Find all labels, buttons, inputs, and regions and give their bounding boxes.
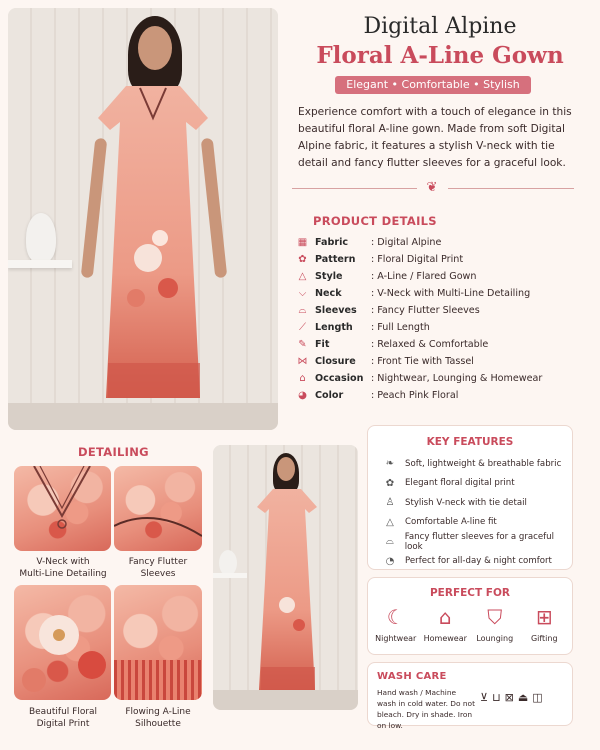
spec-row-fit: ✎ Fit : Relaxed & Comfortable xyxy=(296,336,586,353)
clock-icon: ◔ xyxy=(385,555,395,567)
spec-row-fabric: ▦ Fabric : Digital Alpine xyxy=(297,237,442,248)
feature-row: ⌓ Fancy flutter sleeves for a graceful look xyxy=(382,532,572,552)
home-icon: ⌂ xyxy=(299,373,306,384)
feather-icon: ❧ xyxy=(385,458,395,470)
key-features-card xyxy=(367,425,573,570)
no-bleach-icon: ⊠ xyxy=(504,691,514,704)
ruler-icon: ⟋ xyxy=(299,322,306,333)
perfect-for-item: ⊞ Gifting xyxy=(530,605,558,643)
feature-row: △ Comfortable A-line fit xyxy=(382,513,572,533)
perfect-for-item: ⌂ Homewear xyxy=(423,605,467,643)
gift-icon: ⊞ xyxy=(535,605,553,629)
key-features-heading: KEY FEATURES xyxy=(426,436,514,448)
fit-icon: ✎ xyxy=(298,339,307,350)
wash-care-card xyxy=(367,662,573,730)
sleeve-icon: ⌓ xyxy=(298,305,307,316)
flower-icon: ✿ xyxy=(385,477,395,489)
machine-wash-icon: ⊔ xyxy=(492,691,501,704)
dress-icon: ♙ xyxy=(385,497,395,509)
detail-photo-print xyxy=(14,585,111,700)
feature-row: ♙ Stylish V-neck with tie detail xyxy=(382,493,572,513)
perfect-for-heading: PERFECT FOR xyxy=(429,587,510,599)
hero-photo xyxy=(8,8,278,430)
fabric-icon: ▦ xyxy=(297,237,308,248)
detail-caption-silhouette: Flowing A-Line Silhouette xyxy=(125,707,191,729)
ornament-icon: ❦ xyxy=(426,180,438,195)
detail-caption-sleeve: Fancy Flutter Sleeves xyxy=(128,557,188,579)
detail-photo-neck xyxy=(14,466,111,551)
sleeve-icon: ⌓ xyxy=(385,536,394,548)
spec-row-pattern: ✿ Pattern : Floral Digital Print xyxy=(296,251,586,268)
perfect-for-card xyxy=(367,577,573,655)
detailing-heading: DETAILING xyxy=(78,445,149,459)
feature-row: ✿ Elegant floral digital print xyxy=(382,474,572,494)
perfect-for-item: ⛉ Lounging xyxy=(476,605,514,643)
moon-icon: ☾ xyxy=(386,605,405,629)
sofa-icon: ⛉ xyxy=(487,605,503,629)
perfect-for-item: ☾ Nightwear xyxy=(375,605,417,643)
model-photo-second xyxy=(213,445,358,710)
wash-care-heading: WASH CARE xyxy=(377,671,447,682)
feature-row: ❧ Soft, lightweight & breathable fabric xyxy=(382,454,572,474)
spec-row-neck: ⌵ Neck : V-Neck with Multi-Line Detailing xyxy=(296,285,586,302)
brand-name: Digital Alpine xyxy=(363,14,517,39)
tagline-badge: Elegant • Comfortable • Stylish xyxy=(335,76,531,94)
detail-photo-sleeve xyxy=(114,466,202,551)
hand-wash-icon: ⊻ xyxy=(480,691,489,704)
product-title: Floral A-Line Gown xyxy=(316,42,564,69)
spec-row-style: △ Style : A-Line / Flared Gown xyxy=(296,268,586,285)
spec-row-occasion: ⌂ Occasion : Nightwear, Lounging & Homewear xyxy=(296,370,586,387)
gown-illustration-second xyxy=(243,485,331,695)
vase-icon xyxy=(26,213,56,263)
detail-caption-print: Beautiful Floral Digital Print xyxy=(28,707,98,729)
shelf xyxy=(8,260,72,268)
ornament-divider-right xyxy=(448,188,574,189)
ornament-divider-left xyxy=(292,188,417,189)
detail-caption-neck: V-Neck with Multi-Line Detailing xyxy=(19,557,107,579)
dress-icon: △ xyxy=(298,271,307,282)
product-details-heading: PRODUCT DETAILS xyxy=(313,214,437,228)
wash-care-text: Hand wash / Machine wash in cold water. Do not bleach. Dry in shade. Iron on low. xyxy=(377,688,475,730)
palette-icon: ◕ xyxy=(298,390,307,401)
product-details-list xyxy=(296,234,586,404)
detail-photo-silhouette xyxy=(114,585,202,700)
product-description: Experience comfort with a touch of elegance in this beautiful floral A-line gown. Made from soft Digital Alpine fabric, it features a stylish V-neck with tie detail and fancy flutter sleeves for a graceful look. xyxy=(298,106,572,169)
neck-icon: ⌵ xyxy=(298,288,307,299)
spec-row-length: ⟋ Length : Full Length xyxy=(296,319,586,336)
home-icon: ⌂ xyxy=(438,605,452,629)
gown-icon: △ xyxy=(386,516,394,528)
dry-shade-icon: ◫ xyxy=(532,691,543,704)
wash-care-icons xyxy=(480,691,543,704)
flower-icon: ✿ xyxy=(298,254,307,265)
spec-row-sleeves: ⌓ Sleeves : Fancy Flutter Sleeves xyxy=(296,302,586,319)
spec-row-color: ◕ Color : Peach Pink Floral xyxy=(296,387,586,404)
feature-row: ◔ Perfect for all-day & night comfort xyxy=(382,552,572,572)
spec-row-closure: ⋈ Closure : Front Tie with Tassel xyxy=(297,356,474,367)
iron-icon: ⏏ xyxy=(517,691,529,704)
bow-icon: ⋈ xyxy=(297,356,308,367)
